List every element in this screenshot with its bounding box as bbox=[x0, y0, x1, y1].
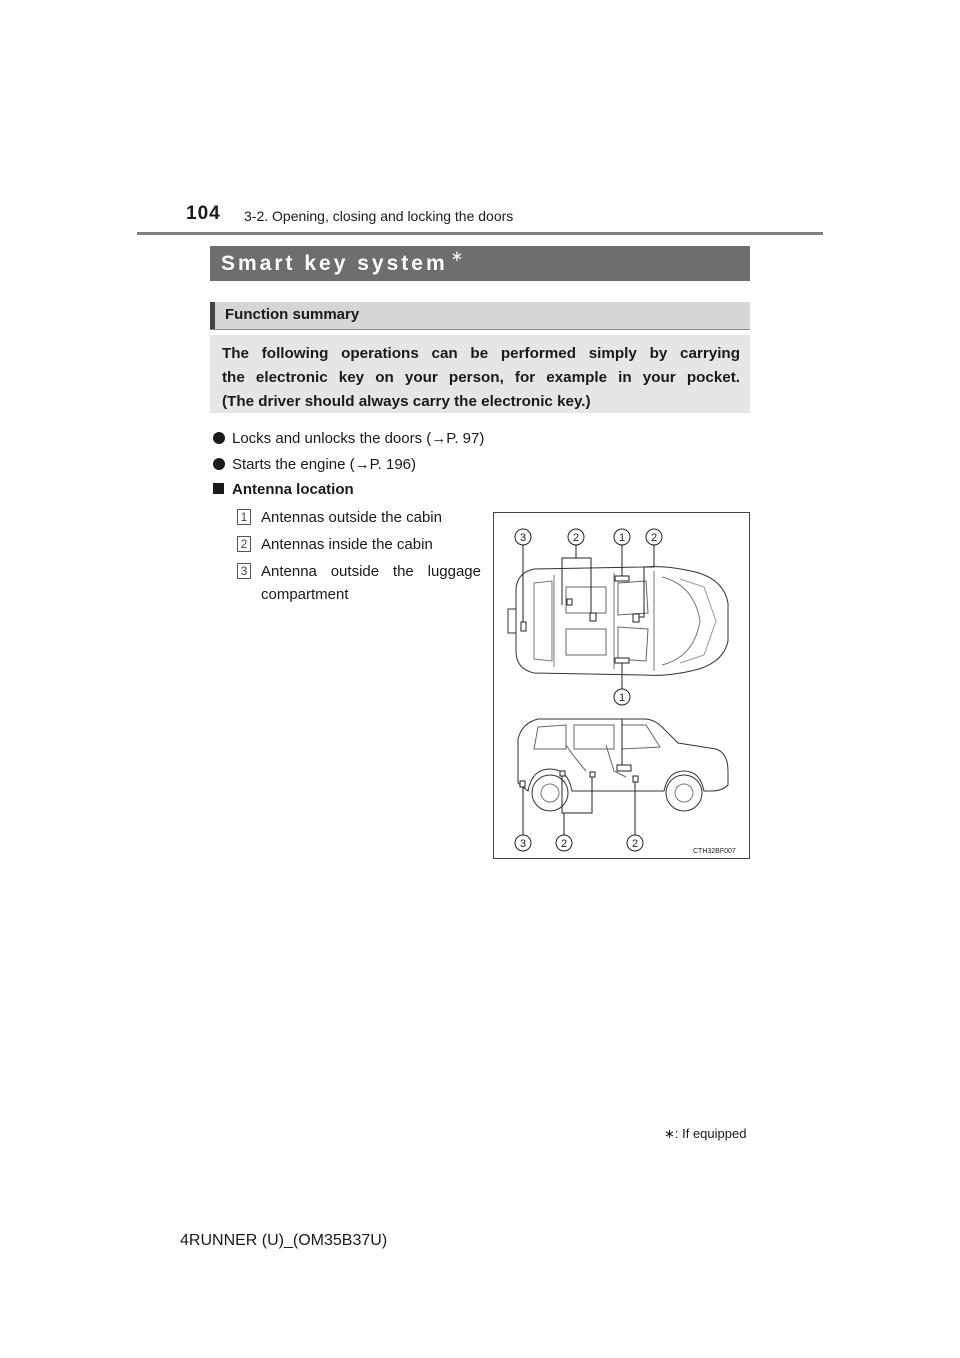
antenna-location-figure bbox=[493, 512, 750, 859]
callout-bottom-3: 2 bbox=[631, 838, 639, 850]
bullet-text: Locks and unlocks the doors (→P. 97) bbox=[232, 430, 485, 447]
section-title: 3-2. Opening, closing and locking the doors bbox=[244, 208, 514, 224]
callout-top-3: 1 bbox=[618, 532, 626, 544]
legend-text-1 bbox=[261, 506, 442, 529]
legend-line: Antennas outside the cabin bbox=[261, 509, 442, 526]
function-summary-box bbox=[210, 335, 750, 413]
bullet-dot-icon bbox=[213, 458, 225, 470]
legend-line: compartment bbox=[261, 586, 349, 603]
page-number: 104 bbox=[186, 203, 221, 224]
summary-line: The following operations can be performed simply by carrying bbox=[222, 345, 740, 362]
bullet-text: Starts the engine (→P. 196) bbox=[232, 456, 416, 473]
callout-top-1: 3 bbox=[519, 532, 527, 544]
summary-line: the electronic key on your person, for example in your pocket. bbox=[222, 369, 740, 386]
callout-top-2: 2 bbox=[572, 532, 580, 544]
footnote: ∗: If equipped bbox=[664, 1126, 747, 1141]
antenna-location-heading bbox=[213, 481, 354, 498]
bullet-item bbox=[213, 430, 484, 447]
page-title-bar bbox=[210, 246, 750, 281]
legend-line: Antennas inside the cabin bbox=[261, 536, 433, 553]
callout-top-4: 2 bbox=[650, 532, 658, 544]
equipped-asterisk: ∗ bbox=[450, 248, 467, 265]
figure-code: CTH32BF007 bbox=[693, 848, 736, 855]
legend-number-2: 2 bbox=[237, 536, 251, 552]
page-title: Smart key system bbox=[221, 252, 448, 275]
antenna-heading-text: Antenna location bbox=[232, 481, 354, 498]
header-divider bbox=[137, 232, 823, 235]
square-bullet-icon bbox=[213, 483, 224, 494]
legend-number-3: 3 bbox=[237, 563, 251, 579]
legend-line: Antenna outside the luggage bbox=[261, 563, 481, 580]
callout-mid: 1 bbox=[618, 692, 626, 704]
legend-text-3 bbox=[261, 560, 481, 606]
bullet-item bbox=[213, 456, 416, 473]
vehicle-diagram bbox=[494, 513, 749, 858]
legend-text-2 bbox=[261, 533, 433, 556]
summary-line: (The driver should always carry the electronic key.) bbox=[222, 393, 591, 410]
page-footer: 4RUNNER (U)_(OM35B37U) bbox=[180, 1232, 388, 1249]
callout-bottom-2: 2 bbox=[560, 838, 568, 850]
function-summary-rule bbox=[210, 329, 750, 330]
callout-bottom-1: 3 bbox=[519, 838, 527, 850]
legend-number-1: 1 bbox=[237, 509, 251, 525]
function-summary-heading: Function summary bbox=[210, 302, 750, 329]
bullet-dot-icon bbox=[213, 432, 225, 444]
